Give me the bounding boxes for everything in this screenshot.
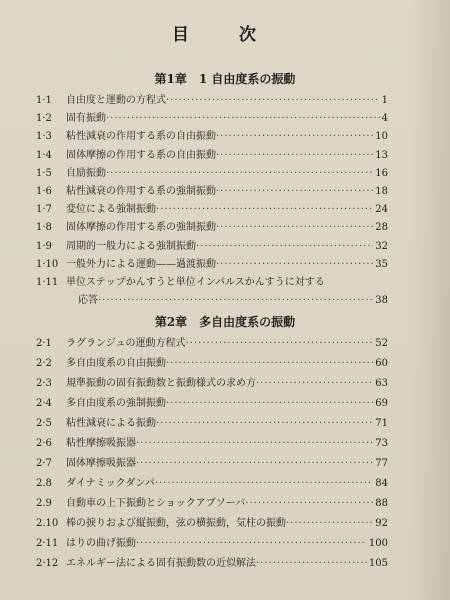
- toc-entry: [36, 256, 388, 274]
- section-title: はりの曲げ振動: [66, 538, 136, 549]
- section-title: 応答: [78, 295, 98, 307]
- page-number: 1: [381, 95, 388, 106]
- page-number: 88: [375, 498, 388, 509]
- toc-entry: [36, 395, 388, 413]
- leader-dots: [186, 335, 374, 353]
- section-number: 2·6: [36, 438, 52, 449]
- chapter-2-heading: 第2章 多自由度系の振動: [154, 315, 296, 329]
- leader-dots: [166, 395, 373, 413]
- section-number: 1·2: [36, 113, 52, 125]
- section-number: 2·12: [36, 558, 59, 569]
- page-number: 32: [375, 240, 388, 252]
- section-title: 多自由度系の自由振動: [66, 358, 166, 369]
- section-title: 多自由度系の強制振動: [66, 398, 166, 409]
- page-number: 100: [368, 538, 388, 549]
- leader-dots: [166, 355, 373, 373]
- chapter-1-heading: 第1章 1 自由度系の振動: [154, 72, 296, 86]
- section-title: ダイナミックダンパ: [66, 478, 155, 489]
- section-number: 1·10: [36, 258, 59, 270]
- leader-dots: [136, 455, 373, 473]
- section-number: 2.8: [36, 478, 52, 489]
- toc-entry: [36, 183, 388, 201]
- toc-entry: [36, 555, 388, 573]
- section-number: 1·3: [36, 131, 52, 143]
- toc-entry: [36, 455, 388, 473]
- section-number: 2·5: [36, 418, 52, 429]
- leader-dots: [245, 495, 373, 513]
- page-number: 10: [375, 131, 388, 143]
- leader-dots: [216, 183, 373, 201]
- page-number: 69: [375, 398, 388, 409]
- leader-dots: [286, 515, 373, 533]
- page-title: 目 次: [172, 25, 278, 45]
- page-number: 24: [375, 204, 388, 216]
- section-title: 自励振動: [66, 167, 106, 179]
- section-title: 自由度と運動の方程式: [66, 95, 166, 106]
- toc-entry: [36, 128, 388, 146]
- section-title: 周期的一般力による強制振動: [66, 240, 196, 252]
- section-number: 2·3: [36, 378, 52, 389]
- page-number: 84: [375, 478, 388, 489]
- leader-dots: [256, 555, 367, 573]
- leader-dots: [216, 256, 373, 274]
- leader-dots: [256, 375, 373, 393]
- section-title: ラグランジュの運動方程式: [66, 338, 186, 349]
- section-title: 棒の捩りおよび縦振動，弦の横振動，気柱の振動: [66, 518, 286, 529]
- section-number: 1·11: [36, 277, 59, 288]
- section-number: 1·8: [36, 222, 52, 234]
- section-number: 1·6: [36, 186, 52, 197]
- page-edge-shadow: [410, 0, 450, 600]
- page-number: 60: [375, 358, 388, 369]
- section-number: 2·7: [36, 458, 52, 469]
- page-number: 63: [375, 378, 388, 389]
- section-title: 自動車の上下振動とショックアブソーバ: [66, 498, 246, 509]
- page-number: 71: [375, 418, 388, 429]
- section-title: 規準振動の固有振動数と振動様式の求め方: [66, 378, 256, 389]
- section-title: 固有振動: [66, 113, 106, 125]
- toc-entry: [36, 415, 388, 433]
- toc-entry: [36, 238, 388, 256]
- page-number: 52: [375, 338, 388, 349]
- section-number: 1·4: [36, 149, 52, 161]
- section-number: 2.9: [36, 498, 52, 509]
- page-number: 18: [375, 186, 388, 197]
- section-number: 2·11: [36, 538, 59, 549]
- leader-dots: [216, 147, 373, 165]
- section-number: 2·2: [36, 358, 52, 369]
- leader-dots: [136, 435, 373, 453]
- toc-entry: [36, 515, 388, 533]
- leader-dots: [156, 201, 373, 219]
- section-number: 1·5: [36, 167, 52, 179]
- section-title: 粘性減衰による振動: [66, 418, 156, 429]
- section-title: 粘性減衰の作用する系の自由振動: [66, 131, 216, 143]
- toc-entry: [36, 475, 388, 493]
- leader-dots: [216, 128, 373, 146]
- toc-entry: [36, 435, 388, 453]
- toc-entry: [36, 274, 388, 292]
- section-title: 固体摩擦吸振器: [66, 458, 136, 469]
- section-title: 粘性摩擦吸振器: [66, 438, 136, 449]
- toc-entry: [36, 201, 388, 219]
- leader-dots: [196, 238, 373, 256]
- section-title: 変位による強制振動: [66, 204, 156, 216]
- leader-dots: [216, 219, 373, 237]
- page-number: 38: [375, 295, 388, 307]
- section-title: 固体摩擦の作用する系の自由振動: [66, 149, 216, 161]
- section-number: 2·4: [36, 398, 52, 409]
- section-number: 1·7: [36, 204, 52, 216]
- page-number: 13: [375, 149, 388, 161]
- page-number: 105: [368, 558, 388, 569]
- leader-dots: [106, 165, 373, 183]
- toc-entry: [36, 110, 388, 128]
- section-number: 2·1: [36, 338, 52, 349]
- toc-entry: [36, 219, 388, 237]
- section-title: 一般外力による運動——過渡振動: [66, 258, 216, 270]
- leader-dots: [136, 535, 367, 553]
- section-number: 1·9: [36, 240, 52, 252]
- toc-entry: [36, 147, 388, 165]
- section-title: 固体摩擦の作用する系の強制振動: [66, 222, 216, 234]
- page-number: 4: [381, 113, 388, 125]
- section-title: エネルギー法による固有振動数の近似解法: [66, 558, 256, 569]
- section-number: 1·1: [36, 95, 52, 106]
- leader-dots: [106, 110, 380, 128]
- toc-entry: [36, 335, 388, 353]
- page-number: 73: [375, 438, 388, 449]
- leader-dots: [166, 92, 380, 110]
- toc-entry: [36, 92, 388, 110]
- toc-entry: [36, 355, 388, 373]
- leader-dots: [155, 475, 373, 493]
- page-number: 16: [375, 167, 388, 179]
- toc-entry: [36, 165, 388, 183]
- section-number: 2.10: [36, 518, 59, 529]
- toc-entry: [36, 375, 388, 393]
- page-number: 28: [375, 222, 388, 234]
- section-title: 粘性減衰の作用する系の強制振動: [66, 186, 216, 197]
- leader-dots: [156, 415, 373, 433]
- toc-entry: [36, 535, 388, 553]
- page-number: 35: [375, 258, 388, 270]
- toc-entry: [36, 495, 388, 513]
- leader-dots: [98, 292, 373, 310]
- page-number: 77: [375, 458, 388, 469]
- toc-entry: [36, 292, 388, 310]
- page-number: 92: [375, 518, 388, 529]
- section-title: 単位ステップかんすうと単位インパルスかんすうに対する: [66, 277, 325, 288]
